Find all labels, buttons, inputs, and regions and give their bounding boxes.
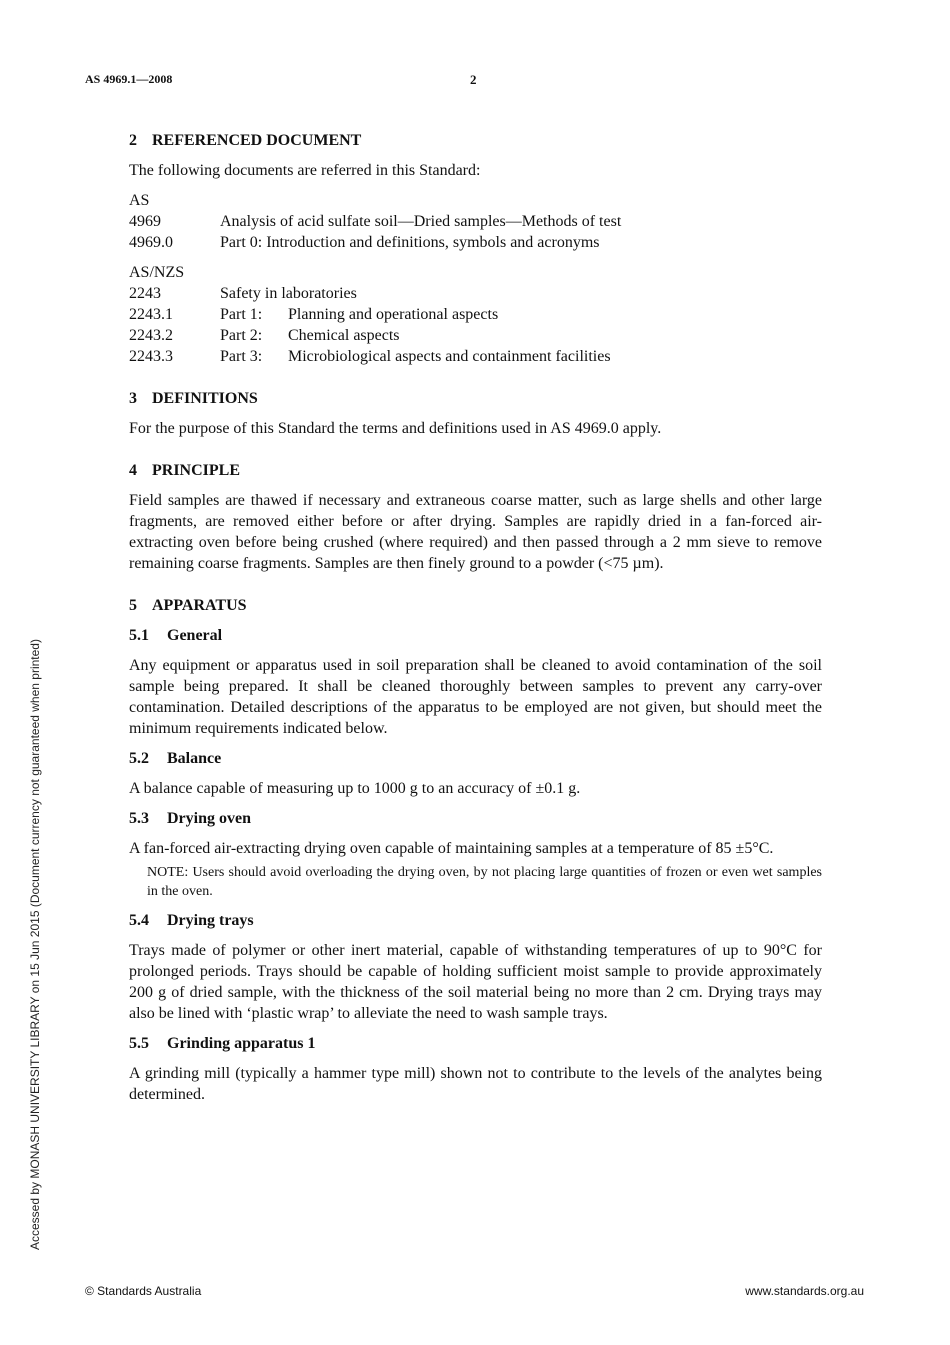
standard-number: AS 4969.1—2008 <box>85 72 173 86</box>
reference-row: 4969 Analysis of acid sulfate soil—Dried samples—Methods of test <box>129 213 622 230</box>
section-heading: 2 REFERENCED DOCUMENT <box>129 132 362 149</box>
section-text: The following documents are referred in this Standard: <box>129 162 481 179</box>
reference-row: 2243 Safety in laboratories <box>129 285 357 302</box>
reference-group-asnzs <box>129 262 822 367</box>
subsection-text: A grinding mill (typically a hammer type mill) shown not to contribute to the levels of the analytes being determined. <box>129 1065 822 1103</box>
reference-group-as <box>129 190 822 253</box>
subsection-text: Trays made of polymer or other inert material, capable of withstanding temperatures of up to 90°C for prolonged periods. Trays should be capable of holding sufficient moist sample to provide approximately 200 g of dried sample, with the thickness of the soil material being no more than 2 cm. Drying trays may also be lined with ‘plastic wrap’ to alleviate the need to wash sample trays. <box>129 942 822 1022</box>
access-notice: Accessed by MONASH UNIVERSITY LIBRARY on 15 Jun 2015 (Document currency not guaranteed when printed) <box>28 639 42 1250</box>
section-heading: 3 DEFINITIONS <box>129 390 258 407</box>
reference-row: 2243.1 Part 1: Planning and operational aspects <box>129 306 499 323</box>
footer-website: www.standards.org.au <box>745 1284 864 1298</box>
footer-copyright: © Standards Australia <box>85 1284 202 1298</box>
section-heading: 4 PRINCIPLE <box>129 462 241 479</box>
subsection-heading: 5.5 Grinding apparatus 1 <box>129 1035 316 1052</box>
section-heading: 5 APPARATUS <box>129 597 247 614</box>
subsection-text: Any equipment or apparatus used in soil preparation shall be cleaned to avoid contamination of the soil sample being prepared. It shall be cleaned thoroughly between samples to prevent any carry-over contamination. Detailed descriptions of the apparatus to be employed are not given, but should meet the minimum requirements indicated below. <box>129 657 822 737</box>
reference-row: 2243.3 Part 3: Microbiological aspects and containment facilities <box>129 348 611 365</box>
subsection-heading: 5.3 Drying oven <box>129 810 251 827</box>
page-number: 2 <box>470 72 477 87</box>
section-text: For the purpose of this Standard the terms and definitions used in AS 4969.0 apply. <box>129 420 662 437</box>
subsection-text: A fan-forced air-extracting drying oven capable of maintaining samples at a temperature of 85 ±5°C. <box>129 840 774 857</box>
reference-row: 2243.2 Part 2: Chemical aspects <box>129 327 400 344</box>
section-text: Field samples are thawed if necessary and extraneous coarse matter, such as large shells and other large fragments, are removed either before or after drying. Samples are rapidly dried in a fan-forced air-extracting oven before being crushed (where required) and then passed through a 2 mm sieve to remove remaining coarse fragments. Samples are then finely ground to a powder (<75 µm). <box>129 492 822 572</box>
reference-group-label: AS <box>129 192 150 209</box>
reference-row: 4969.0 Part 0: Introduction and definitions, symbols and acronyms <box>129 234 600 251</box>
subsection-heading: 5.1 General <box>129 627 223 644</box>
reference-group-label: AS/NZS <box>129 264 185 281</box>
subsection-text: A balance capable of measuring up to 1000 g to an accuracy of ±0.1 g. <box>129 780 581 797</box>
subsection-heading: 5.4 Drying trays <box>129 912 254 929</box>
document-body <box>129 130 822 1105</box>
note: NOTE: Users should avoid overloading the drying oven, by not placing large quantities of frozen or even wet samples in the oven. <box>147 865 822 899</box>
subsection-heading: 5.2 Balance <box>129 750 222 767</box>
